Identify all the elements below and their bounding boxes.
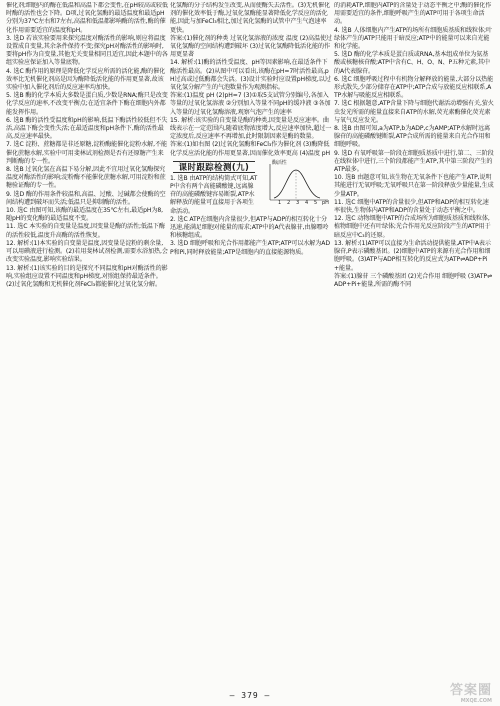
answer-paragraph: 12. 选C 动物细胞中ATP的合成场所为细胞质基质和线粒体,植物细胞中还有叶绿体;光合作用光反应阶段产生的ATP用于暗反应中C₃的还原。 bbox=[334, 215, 491, 239]
answer-paragraph: 1. 选B 由ATP的结构简式可知,ATP中含有两个高能磷酸键,远离腺苷的高能磷酸键容易断裂,ATP水解释放的能量可直接用于各项生命活动。 bbox=[170, 174, 258, 215]
answer-paragraph: 4. 选C 酶作用的原理是降低化学反应所需的活化能,酶的催化效率比无机催化剂高是因为酶降低活化能的作用更显著,故该实验中加入催化剂后的反应速率均加快。 bbox=[6, 67, 166, 92]
figure-x-tick: 5 bbox=[314, 199, 318, 206]
answer-paragraph: 8. 选B 过氧化氢在高温下易分解,因此不宜用过氧化氢酶探究温度对酶活性的影响;淀粉酶不能催化蔗糖水解,可用淀粉和蔗糖验证酶的专一性。 bbox=[6, 166, 166, 190]
answer-paragraph: 9. 选D 酶的作用条件较温和,高温、过酸、过碱都会使酶的空间结构遭到破坏而失活;低温只是抑制酶的活性。 bbox=[6, 190, 166, 206]
page-number: — 379 — bbox=[229, 691, 271, 700]
answer-paragraph: 答案:(1)腺苷 三个磷酸基团 (2)光合作用 细胞呼吸 (3)ATP⇌ADP+Pi+能量,所需的酶不同 bbox=[334, 272, 492, 288]
figure-x-tick: 3 bbox=[296, 199, 300, 206]
answer-paragraph: 5. 选B 酶的化学本质大多数是蛋白质,少数是RNA;酶只是改变化学反应的速率,不改变平衡点;在适宜条件下酶在细胞内外都能发挥作用。 bbox=[6, 92, 168, 116]
answer-paragraph: 11. 选C 细胞中ATP的含量很少,但ATP和ADP的相互转化速率很快,生物体内ATP和ADP的含量处于动态平衡之中。 bbox=[334, 198, 489, 215]
answer-paragraph: 2. 选C ATP在细胞内含量很少,但ATP与ADP的相互转化十分迅速,能满足细胞对能量的需求;ATP中的A代表腺苷,由腺嘌呤和核糖组成。 bbox=[170, 215, 329, 240]
answer-paragraph: 答案:(1)温度 pH (2)pH=7 (3)①取5支试管分别编号,各加入等量的过氧化氢溶液 ②分别加入等量不同pH的缓冲液 ③各加入等量的过氧化氢酶溶液,观察气泡产生的速率 bbox=[170, 92, 331, 116]
answer-paragraph: 14. 解析:(1)酶的活性受温度、pH等因素影响,在最适条件下酶活性最高。(2)从图中可以看出,该酶在pH=7时活性最高,pH过高或过低酶都会失活。(3)设计实验时应设置pH梯度,以过氧化氢分解产生的气泡数量作为观测指标。 bbox=[170, 59, 331, 92]
column-left bbox=[6, 2, 168, 682]
answer-paragraph: 答案:(1)如右图 (2)过氧化氢酶和FeCl₃作为催化剂 (3)酶降低化学反应活化能的作用更显著,因而催化效率更高 (4)温度 pH bbox=[170, 141, 330, 157]
answer-paragraph: 10. 选B 由题意可知,该生物在无氧条件下也能产生ATP,说明其能进行无氧呼吸;无氧呼吸只在第一阶段释放少量能量,生成少量ATP。 bbox=[334, 174, 494, 198]
answer-paragraph: 的消耗ATP,细胞内ATP的含量处于动态平衡之中;酶的催化作用需要适宜的条件,细胞呼吸产生的ATP可用于各项生命活动。 bbox=[334, 2, 492, 26]
answer-paragraph: 9. 选D 有氧呼吸第一阶段在细胞质基质中进行,第二、三阶段在线粒体中进行,三个阶段都能产生ATP,其中第三阶段产生的ATP最多。 bbox=[334, 149, 494, 174]
answer-paragraph: 11. 选C 本实验的自变量是温度,因变量是酶的活性;低温下酶的活性较低,温度升高酶的活性恢复。 bbox=[6, 223, 165, 239]
answer-paragraph: 8. 选B 由图可知,a为ATP,b为ADP,c为AMP;ATP水解时远离腺苷的高能磷酸键断裂,ATP合成所需的能量来自光合作用和细胞呼吸。 bbox=[334, 125, 491, 149]
figure-x-tick: pH bbox=[322, 199, 329, 206]
watermark-logo: 答案圈 MXQE.COM bbox=[449, 683, 492, 704]
answer-paragraph: 催化剂;细胞内的酶在低温和高温下都会变性,在pH较高或较低时酶的活性也会下降。D项,过氧化氢酶的最适温度和最适pH分别为37℃左右和7左右,高温和低温都影响酶的活性,酶的催化作用需要适宜的温度和pH。 bbox=[6, 2, 168, 34]
answer-paragraph: 12. 解析:(1)本实验的自变量是温度,因变量是淀粉的剩余量,可以用碘液进行检测。(2)若用斐林试剂检测,需要水浴加热,会改变实验温度,影响实验结果。 bbox=[6, 239, 168, 264]
answer-paragraph: 3. 选D 细胞呼吸和光合作用都能产生ATP;ATP可以水解为ADP和Pi,同时释放能量;ATP是细胞内的直接能源物质。 bbox=[170, 240, 330, 256]
answer-paragraph: 10. 选C 由图可知,该酶的最适温度在35℃左右,最适pH为8,随pH的变化酶的最适温度不变。 bbox=[6, 207, 163, 223]
figure-x-tick: 2 bbox=[287, 199, 291, 206]
figure-x-tick: 1 bbox=[278, 199, 282, 206]
answer-paragraph: 3. 选D 若该实验要用来探究温度对酶活性的影响,则应将温度设置成自变量,其余条件保持不变;探究pH对酶活性的影响时,要将pH作为自变量,其他无关变量相同且适宜,因此本题中的各组实验应保证加入等量底物。 bbox=[6, 34, 168, 67]
answer-paragraph: 化氢酶的分子结构发生改变,从而使酶失去活性。(3)无机催化剂的催化效率低于酶,过氧化氢酶能显著降低化学反应的活化能,因此与加FeCl₃相比,加过氧化氢酶的试管中产生气泡速率更快。 bbox=[170, 2, 331, 34]
answer-paragraph: 15. 解析:该实验的自变量是酶的种类,因变量是反应速率。曲线表示在一定范围内,随着底物浓度增大,反应速率加快,超过一定浓度后,反应速率不再增加,此时限制因素是酶的数量。 bbox=[170, 116, 332, 141]
answer-paragraph: 6. 选C 细胞呼吸过程中有机物分解释放的能量,大部分以热能形式散失,少部分储存在ATP中;ATP合成与放能反应相联系,ATP水解与吸能反应相联系。 bbox=[334, 75, 494, 100]
answer-paragraph: 7. 选C 根据题意,ATP含量下降与细胞代谢活动增强有关,萤火虫发光所需的能量直接来自ATP的水解,荧光素酶催化荧光素与氧气反应发光。 bbox=[334, 100, 494, 124]
enzyme-activity-figure bbox=[262, 160, 332, 206]
answer-paragraph: 5. 选D 酶的化学本质是蛋白质或RNA,基本组成单位为氨基酸或核糖核苷酸;ATP中含有C、H、O、N、P五种元素,其中的A代表腺苷。 bbox=[334, 51, 490, 75]
answer-paragraph: 6. 选B 酶的活性受温度和pH的影响,低温下酶活性较低但不失活,高温下酶会变性失活;在最适温度和pH条件下,酶的活性最高,反应速率最快。 bbox=[6, 116, 168, 141]
figure-y-label: 酶活性 bbox=[272, 159, 287, 166]
answer-paragraph: 13. 解析:(1)ATP可以直接为生命活动提供能量,ATP中A表示腺苷,P表示磷酸基团。(2)细胞中ATP的来源有光合作用和细胞呼吸。(3)ATP与ADP相互转化的反应式为ATP⇌ADP+Pi+能量。 bbox=[334, 239, 491, 272]
section-title: 课时跟踪检测(九) bbox=[170, 161, 332, 173]
answer-paragraph: 13. 解析:(1)该实验的目的是探究不同温度和pH对酶活性的影响,实验组应设置不同温度和pH梯度,对照组保持最适条件。(2)过氧化氢酶和无机催化剂FeCl₃都能催化过氧化氢分解。 bbox=[6, 264, 168, 288]
figure-x-tick: 4 bbox=[305, 199, 309, 206]
column-right bbox=[334, 2, 494, 682]
column-middle bbox=[170, 2, 332, 682]
answer-paragraph: 7. 选C 淀粉、蔗糖都是非还原糖,淀粉酶能催化淀粉水解,不能催化蔗糖水解,实验中可用斐林试剂检测是否有还原糖产生来判断酶的专一性。 bbox=[6, 141, 167, 165]
answer-paragraph: 4. 选B 人体细胞内产生ATP的场所有细胞质基质和线粒体;叶绿体产生的ATP只能用于暗反应;ATP中的能量可以来自光能和化学能。 bbox=[334, 26, 492, 51]
answer-paragraph: 答案:(1)催化剂的种类 过氧化氢溶液的浓度 温度 (2)高温使过氧化氢酶的空间结构遭到破坏 (3)过氧化氢酶降低活化能的作用更显著 bbox=[170, 34, 332, 59]
